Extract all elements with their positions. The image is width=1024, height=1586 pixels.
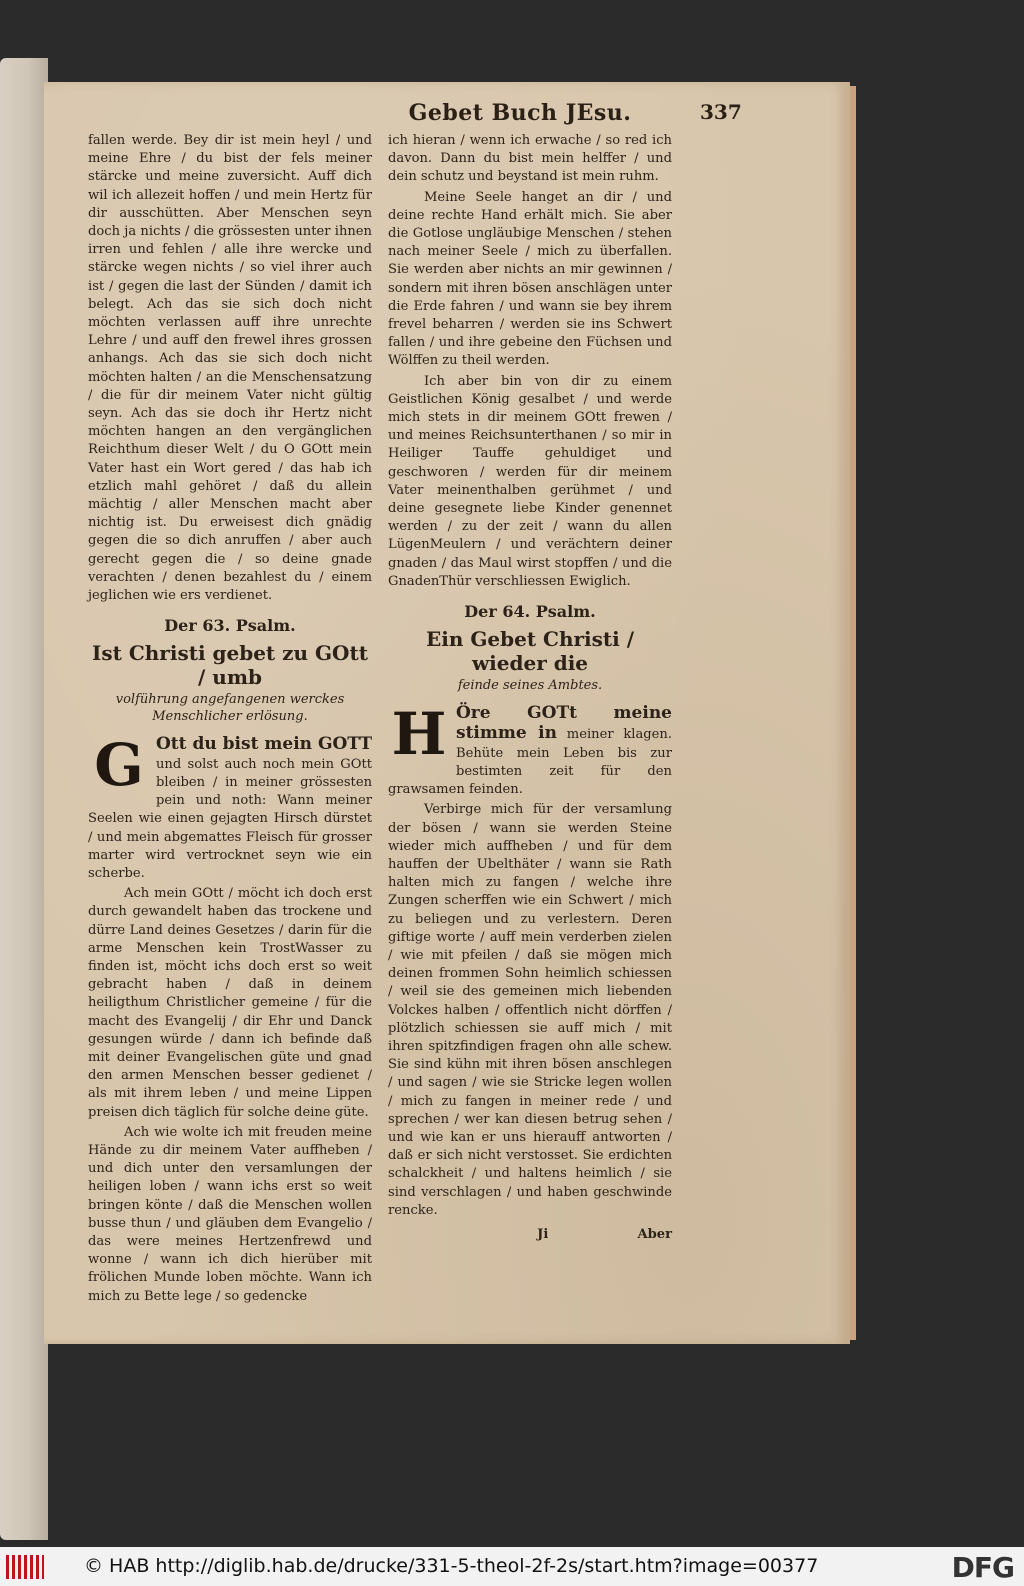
psalm-subheading: feinde seines Ambtes. [457, 678, 603, 694]
drop-initial: G [94, 731, 144, 800]
psalm-subheading: volführung angefangenen werckes Menschlicher erlösung. [115, 692, 345, 725]
first-words: Ott du bist mein GOTT [156, 734, 372, 755]
paragraph: Ich aber bin von dir zu einem Geistlichen König gesalbet / und werde mich stets in dir meinem GOtt frewen / und meines Reichsunterthanen / so mir in Heiliger Tauffe gehuldiget und geschworen / werden für dir meinem Vater meinenthalben gerühmet / und deine gesegnete liebe Kinder genennet werden / zu der zeit / wann du allen LügenMeulern / und verächtern deiner gnaden / das Maul wirst stopffen / und die GnadenThür verschliessen Ewiglich. [388, 373, 672, 589]
paragraph: fallen werde. Bey dir ist mein heyl / und meine Ehre / du bist der fels meiner stärcke und meine zuversicht. Auff dich wil ich allezeit hoffen / und mein Hertz für dir ausschütten. Aber Menschen seyn doch ja nichts / die grössesten unter ihnen irren und fehlen / alle ihre wercke und stärcke wegen nichts / so viel ihrer auch ist / gegen die last der Sünden / damit ich belegt. Ach das sie sich doch nicht möchten verlassen auff ihre unrechte Lehre / und auff den frewel ihres grossen anhangs. Ach das sie sich doch nicht möchten halten / an die Menschensatzung / die für dir meinem Vater nicht gültig seyn. Ach das sie doch ihr Hertz nicht möchten hangen an den vergänglichen Reichthum dieser Welt / du O GOtt mein Vater hast ein Wort gered / das hab ich etzlich mahl gehöret / daß du allein mächtig / aller Menschen macht aber nichtig ist. Du erweisest dich gnädig gegen die so dich anruffen / aber auch gerecht gegen die / so deine gnade verachten / denen bezahlest du / einem jeglichen wie ers verdienet. [88, 133, 372, 604]
page-fore-edge [850, 86, 856, 1340]
psalm-number: Der 63. Psalm. [164, 616, 296, 636]
signature-mark: Ji [537, 1226, 549, 1242]
barcode-icon [6, 1555, 44, 1579]
adjacent-page-edge [0, 58, 48, 1540]
running-head: Gebet Buch JEsu. [408, 100, 632, 126]
psalm-number: Der 64. Psalm. [464, 602, 596, 622]
catchword: Aber [637, 1226, 672, 1242]
psalm-heading: Ein Gebet Christi / wieder die [425, 627, 635, 676]
paragraph: ich hieran / wenn ich erwache / so red ich davon. Dann du bist mein helffer / und dein schutz und beystand ist mein ruhm. [388, 133, 672, 185]
psalm-heading: Ist Christi gebet zu GOtt / umb [92, 641, 368, 690]
footer-bar [0, 1547, 1024, 1586]
initial-paragraph [88, 731, 372, 883]
paragraph: Ach wie wolte ich mit freuden meine Hände zu dir meinem Vater auffheben / und dich unter den versamlungen der heiligen loben / wann ichs erst so weit bringen könte / daß die Menschen wollen busse thun / und gläuben dem Evangelio / das were meines Hertzenfrewd und wonne / wann ich dich hierüber mit frölichen Munde loben möchte. Wann ich mich zu Bette lege / so gedencke [88, 1124, 372, 1304]
paragraph: Verbirge mich für der versamlung der bösen / wann sie werden Steine wieder mich auffheben / und für dem hauffen der Ubelthäter / wann sie Rath halten mich zu fangen / welche ihre Zungen scherffen wie ein Schwert / mich zu beliegen und zu verlestern. Deren giftige worte / auff mein verderben zielen / wie mit pfeilen / daß sie mögen mich deinen frommen Sohn heimlich schiessen / weil sie des gemeinen mich liebenden Volckes halben / offentlich nicht dörffen / plötzlich schiessen sie auff mich / mit ihren spitzfindigen fragen ohn alle schew. Sie sind kühn mit ihren bösen anschlegen / und sagen / wie sie Stricke legen wollen / mich zu fangen in meiner rede / und sprechen / wer kan diesen betrug sehen / und wie kan er uns hierauff antworten / daß er sich nicht verstosset. Sie erdichten schalckheit / und haltens heimlich / sie sind verschlagen / und haben geschwinde rencke. [388, 802, 672, 1218]
signature-row [388, 1226, 672, 1244]
initial-paragraph [388, 700, 672, 799]
paragraph: Ach mein GOtt / möcht ich doch erst durch gewandelt haben das trockene und dürre Land deines Gesetzes / darin für die arme Menschen kein TrostWasser zu finden ist, möcht ichs doch erst so weit gebracht haben / daß in deinem heiligthum Christlicher gemeine / für die macht des Evangelij / dir Ehr und Danck gesungen würde / dann ich befinde daß mit deiner Evangelischen güte und gnad den armen Menschen besser gedienet / als mit ihrem leben / und meine Lippen preisen dich täglich für solche deine güte. [88, 886, 372, 1120]
first-words: Öre GOTt meine stimme in [456, 703, 672, 744]
dfg-logo: DFG [951, 1551, 1014, 1584]
footer-link[interactable]: © HAB http://diglib.hab.de/drucke/331-5-theol-2f-2s/start.htm?image=00377 [84, 1555, 819, 1577]
right-column [388, 132, 672, 1244]
paragraph-text: und solst auch noch mein GOtt bleiben / in meiner grössesten pein und noth: Wann meiner Seelen wie einen gejagten Hirsch dürstet / und mein abgemattes Fleisch für grosser marter wird vertrocknet seyn wie ein scherbe. [88, 756, 372, 881]
drop-initial: H [391, 700, 447, 769]
paragraph: Meine Seele hanget an dir / und deine rechte Hand erhält mich. Sie aber die Gotlose ungläubige Menschen / stehen nach meiner Seele / mich zu überfallen. Sie werden aber nichts an mir gewinnen / sondern mit ihren bösen anschlägen unter die Erde fahren / und wann sie bey ihrem frevel beharren / werden sie ins Schwert fallen / und ihre gebeine den Füchsen und Wölffen zu theil werden. [388, 189, 672, 369]
page-number: 337 [700, 100, 742, 124]
paragraph-text: meiner klagen. Behüte mein Leben bis zur bestimten zeit für den grawsamen feinden. [388, 727, 672, 798]
left-column [88, 132, 372, 1308]
